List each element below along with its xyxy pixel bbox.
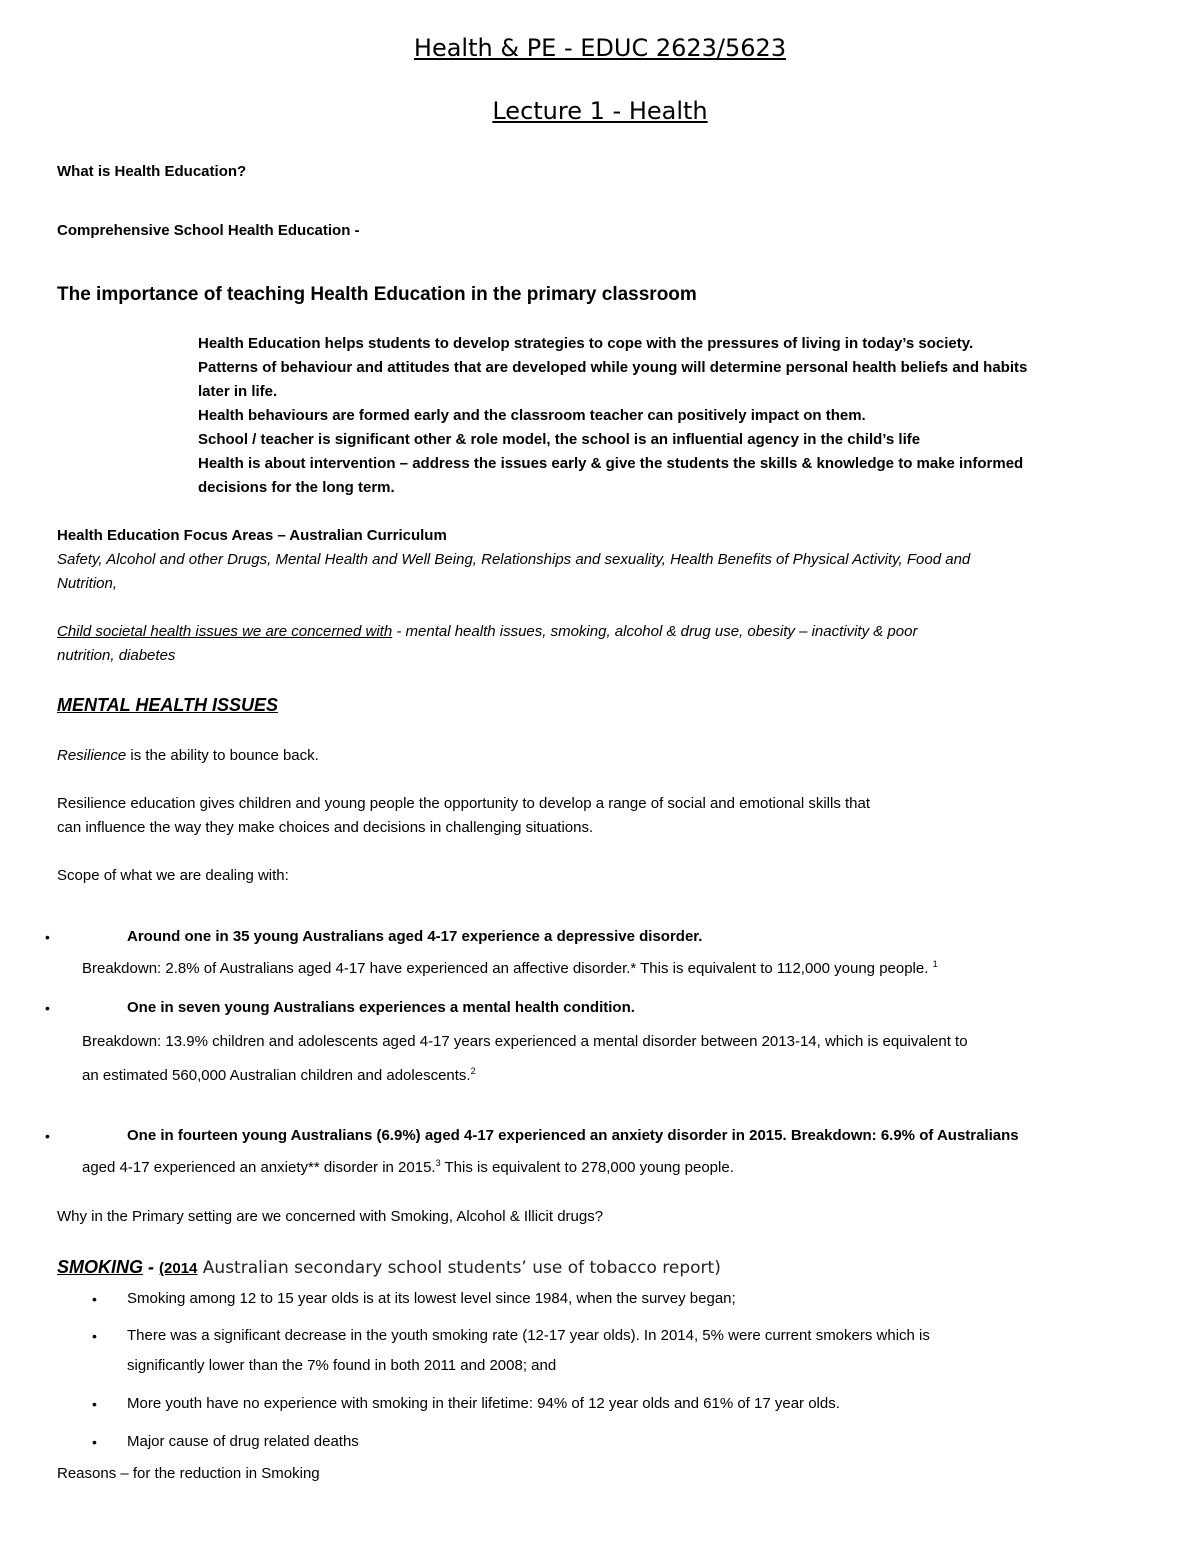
reasons-heading: Reasons – for the reduction in Smoking <box>57 1465 320 1482</box>
child-issues-line-2: nutrition, diabetes <box>57 647 176 664</box>
bullet: • <box>92 1434 97 1450</box>
resilience-education-line-2: can influence the way they make choices and decisions in challenging situations. <box>57 819 594 836</box>
bullet: • <box>45 929 50 945</box>
child-issues-label: Child societal health issues we are concerned with <box>57 623 393 640</box>
bullet: • <box>92 1291 97 1307</box>
bullet: • <box>45 1000 50 1016</box>
footnote-ref: 1 <box>932 959 938 969</box>
stat-3-text-b: This is equivalent to 278,000 young people. <box>440 1159 734 1176</box>
lecture-title: Lecture 1 - Health <box>492 97 708 125</box>
scope-text: Scope of what we are dealing with: <box>57 867 289 884</box>
resilience-definition <box>57 744 319 768</box>
smoking-dash: - <box>143 1257 160 1277</box>
focus-areas-heading: Health Education Focus Areas – Australian Curriculum <box>57 527 447 544</box>
question-health-education: What is Health Education? <box>57 163 247 180</box>
importance-line-7: decisions for the long term. <box>198 479 395 496</box>
focus-areas-line-2: Nutrition, <box>57 575 118 592</box>
document-title: Health & PE - EDUC 2623/5623 <box>413 34 787 62</box>
stat-2-breakdown-text: an estimated 560,000 Australian children and adolescents. <box>82 1067 471 1084</box>
bullet: • <box>45 1128 50 1144</box>
smoking-label: SMOKING <box>57 1257 144 1277</box>
smoking-bullet-3: More youth have no experience with smoking in their lifetime: 94% of 12 year olds and 61% of 17 year olds. <box>127 1395 840 1412</box>
importance-line-4: Health behaviours are formed early and the classroom teacher can positively impact on them. <box>198 407 866 424</box>
stat-3-line-2 <box>82 1156 734 1180</box>
child-issues-line-1 <box>57 620 917 644</box>
importance-line-3: later in life. <box>198 383 278 400</box>
smoking-bullet-4: Major cause of drug related deaths <box>127 1433 359 1450</box>
stat-2-breakdown-line-1: Breakdown: 13.9% children and adolescents aged 4-17 years experienced a mental disorder between 2013-14, which is equivalent to <box>82 1033 968 1050</box>
child-issues-list: - mental health issues, smoking, alcohol & drug use, obesity – inactivity & poor <box>392 623 918 640</box>
stat-2-heading: One in seven young Australians experiences a mental health condition. <box>127 999 635 1016</box>
stat-2-breakdown-line-2 <box>82 1064 476 1088</box>
smoking-report-title: Australian secondary school students’ use of tobacco report) <box>197 1258 721 1278</box>
stat-1-heading: Around one in 35 young Australians aged 4-17 experience a depressive disorder. <box>127 928 703 945</box>
stat-1-breakdown <box>82 957 938 981</box>
smoking-bullet-2-line-2: significantly lower than the 7% found in both 2011 and 2008; and <box>127 1357 557 1374</box>
importance-line-5: School / teacher is significant other & role model, the school is an influential agency in the child’s life <box>198 431 921 448</box>
bullet: • <box>92 1328 97 1344</box>
smoking-bullet-2-line-1: There was a significant decrease in the youth smoking rate (12-17 year olds). In 2014, 5% were current smokers which is <box>127 1327 930 1344</box>
importance-heading: The importance of teaching Health Education in the primary classroom <box>57 284 697 305</box>
smoking-bullet-1: Smoking among 12 to 15 year olds is at its lowest level since 1984, when the survey began; <box>127 1290 736 1307</box>
footnote-ref: 2 <box>470 1066 476 1076</box>
stat-3-line-1: One in fourteen young Australians (6.9%) aged 4-17 experienced an anxiety disorder in 2015. Breakdown: 6.9% of Australians <box>127 1127 1019 1144</box>
resilience-word: Resilience <box>57 747 127 764</box>
importance-line-1: Health Education helps students to develop strategies to cope with the pressures of living in today’s society. <box>198 335 974 352</box>
focus-areas-line-1: Safety, Alcohol and other Drugs, Mental Health and Well Being, Relationships and sexuality, Health Benefits of Physical Activity, Food and <box>57 551 971 568</box>
resilience-definition-text: is the ability to bounce back. <box>126 747 319 764</box>
smoking-heading <box>57 1255 721 1281</box>
stat-1-breakdown-text: Breakdown: 2.8% of Australians aged 4-17 have experienced an affective disorder.* This is equivalent to 112,000 young people. <box>82 960 929 977</box>
importance-line-6: Health is about intervention – address the issues early & give the students the skills & knowledge to make informed <box>198 455 1024 472</box>
importance-line-2: Patterns of behaviour and attitudes that are developed while young will determine personal health beliefs and habits <box>198 359 1028 376</box>
resilience-education-line-1: Resilience education gives children and young people the opportunity to develop a range of social and emotional skills that <box>57 795 871 812</box>
comprehensive-heading: Comprehensive School Health Education - <box>57 222 360 239</box>
mental-health-heading: MENTAL HEALTH ISSUES <box>57 695 279 715</box>
footnote-ref: 3 <box>435 1158 441 1168</box>
why-primary-question: Why in the Primary setting are we concerned with Smoking, Alcohol & Illicit drugs? <box>57 1208 604 1225</box>
stat-3-text-a: aged 4-17 experienced an anxiety** disorder in 2015. <box>82 1159 436 1176</box>
bullet: • <box>92 1396 97 1412</box>
smoking-year: (2014 <box>159 1260 198 1277</box>
